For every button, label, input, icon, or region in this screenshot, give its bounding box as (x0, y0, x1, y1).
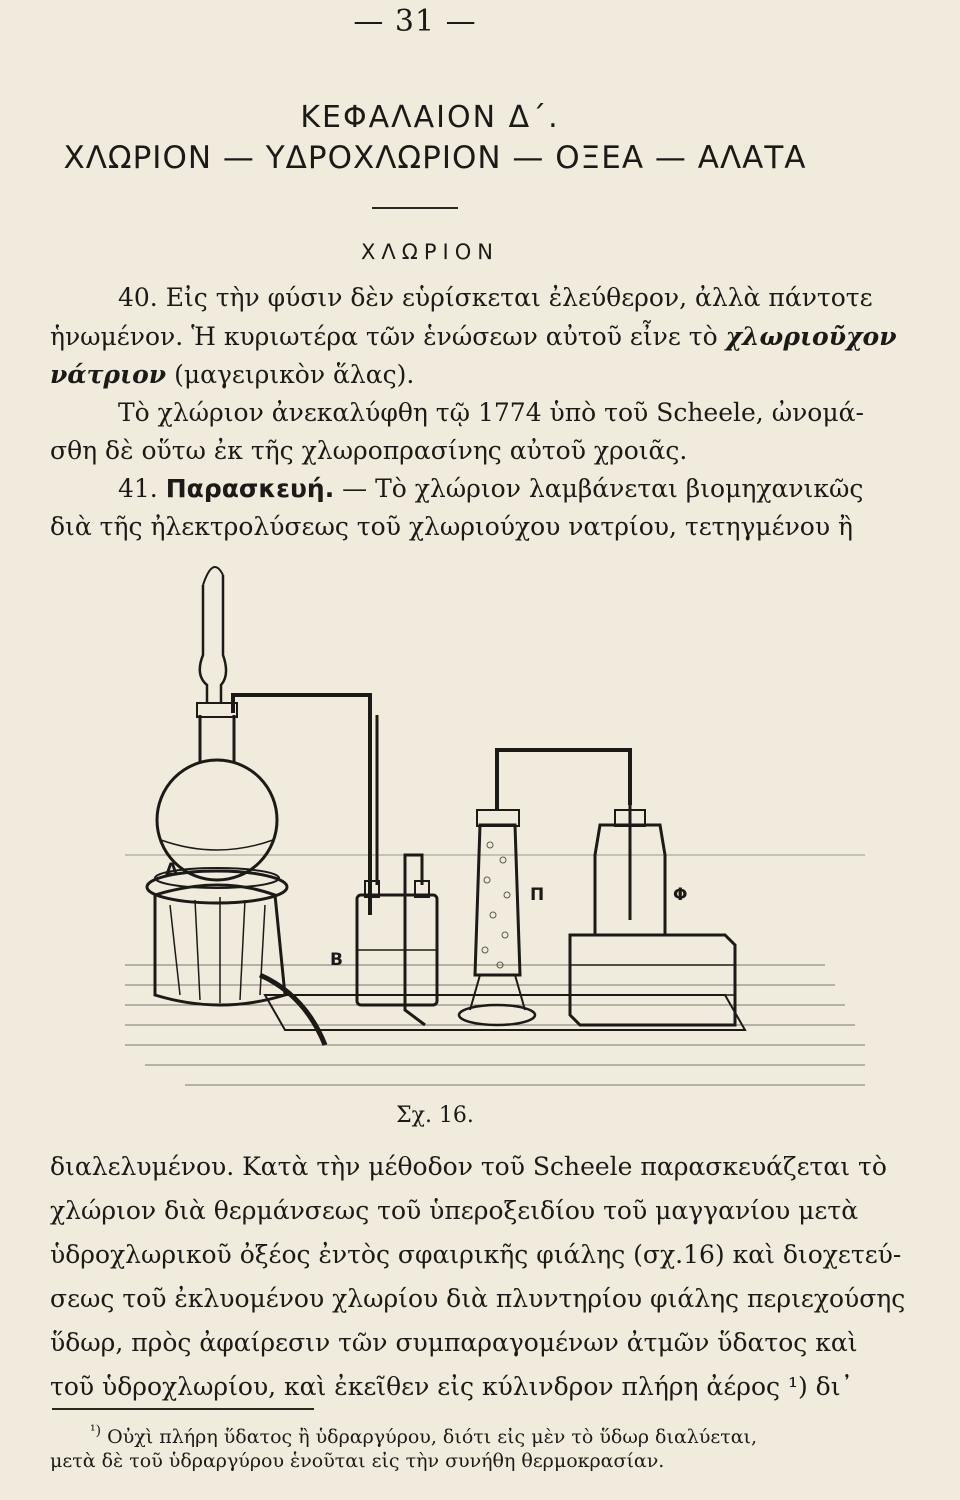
title-divider (372, 207, 458, 209)
paragraph-42-line-5: ὕδωρ, πρὸς ἀφαίρεσιν τῶν συμπαραγομένων ἀτμῶν ὕδατος καὶ (50, 1328, 858, 1357)
footnote-line-2: μετὰ δὲ τοῦ ὑδραργύρου ἑνοῦται εἰς τὴν συνήθη θερμοκρασίαν. (50, 1450, 665, 1472)
paragraph-42-line-3: ὑδροχλωρικοῦ ὀξέος ἐντὸς σφαιρικῆς φιάλης (σχ.16) καὶ διοχετεύ- (50, 1240, 902, 1269)
label-phi: Φ (673, 885, 688, 905)
chapter-heading: ΚΕΦΑΛΑΙΟΝ Δ΄. (300, 100, 560, 135)
text-run: ἡνωμένον. Ἡ κυριωτέρα τῶν ἑνώσεων αὐτοῦ εἶνε τὸ (50, 322, 726, 351)
paragraph-40b-line-2: σθη δὲ οὕτω ἐκ τῆς χλωροπρασίνης αὐτοῦ χροιᾶς. (50, 436, 688, 465)
text-run: (μαγειρικὸν ἅλας). (166, 360, 415, 389)
footnote-divider (52, 1408, 314, 1410)
text-run: — Τὸ χλώριον λαμβάνεται βιομηχανικῶς (334, 474, 864, 503)
paragraph-42-line-1: διαλελυμένου. Κατὰ τὴν μέθοδον τοῦ Scheele παρασκευάζεται τὸ (50, 1152, 887, 1181)
paragraph-40-line-2 (50, 322, 897, 352)
section-title: ΧΛΩΡΙΟΝ (361, 240, 499, 264)
paragraph-42-line-2: χλώριον διὰ θερμάνσεως τοῦ ὑπεροξειδίου τοῦ μαγγανίου μετὰ (50, 1196, 859, 1225)
apparatus-illustration (125, 555, 865, 1100)
page-number: — 31 — (353, 4, 477, 39)
bold-term: νάτριον (50, 360, 167, 389)
paragraph-41-line-2: διὰ τῆς ἠλεκτρολύσεως τοῦ χλωριούχου νατρίου, τετηγμένου ἢ (50, 512, 853, 541)
bold-term: χλωριοῦχον (725, 322, 897, 351)
paragraph-42-line-6: τοῦ ὑδροχλωρίου, καὶ ἐκεῖθεν εἰς κύλινδρον πλήρη ἀέρος ¹) δι᾿ (50, 1372, 854, 1401)
paragraph-41-line-1 (118, 474, 863, 504)
label-pi: Π (530, 885, 545, 905)
footnote-line-1 (90, 1418, 757, 1450)
footnote-marker: ¹) (90, 1423, 102, 1439)
text-run: 41. (118, 474, 166, 503)
paragraph-40b-line-1: Τὸ χλώριον ἀνεκαλύφθη τῷ 1774 ὑπὸ τοῦ Scheele, ὠνομά- (118, 398, 864, 427)
paragraph-40-line-3 (50, 360, 414, 390)
paragraph-42-line-4: σεως τοῦ ἐκλυομένου χλωρίου διὰ πλυντηρίου φιάλης περιεχούσης (50, 1284, 906, 1313)
bold-heading: Παρασκευή. (165, 474, 335, 503)
label-delta: Δ (165, 860, 179, 880)
footnote-text: Οὐχὶ πλήρη ὕδατος ἢ ὑδραργύρου, διότι εἰς μὲν τὸ ὕδωρ διαλύεται, (107, 1426, 758, 1448)
figure-caption: Σχ. 16. (396, 1103, 474, 1128)
paragraph-40-line-1: 40. Εἰς τὴν φύσιν δὲν εὑρίσκεται ἐλεύθερον, ἀλλὰ πάντοτε (118, 283, 873, 312)
chapter-title: ΧΛΩΡΙΟΝ — ΥΔΡΟΧΛΩΡΙΟΝ — ΟΞΕΑ — ΑΛΑΤΑ (63, 140, 807, 176)
label-beta: Β (330, 950, 343, 970)
